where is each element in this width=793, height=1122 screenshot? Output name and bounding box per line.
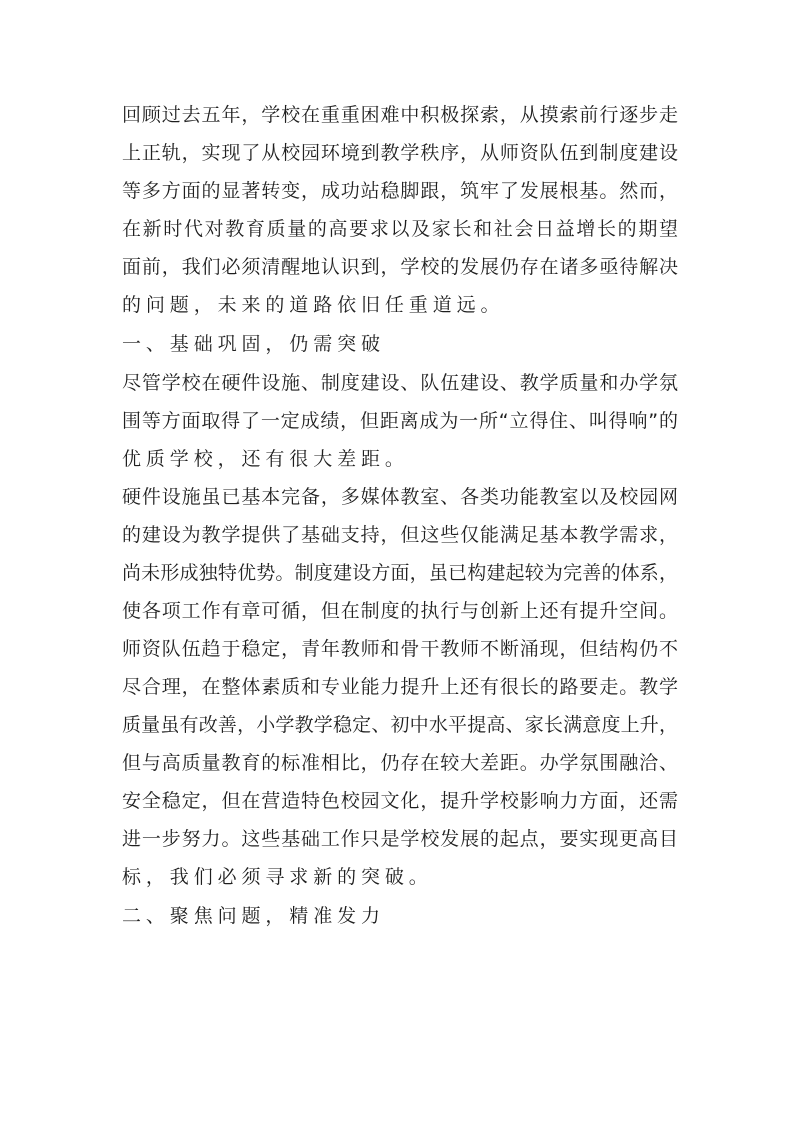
text-line: 安全稳定，但在营造特色校园文化，提升学校影响力方面，还需 xyxy=(122,790,678,812)
text-line: 在新时代对教育质量的高要求以及家长和社会日益增长的期望 xyxy=(122,218,678,240)
text-line: 优质学校，还有很大差距。 xyxy=(122,448,409,470)
section-heading-2: 二、聚焦问题，精准发力 xyxy=(122,905,385,927)
text-line: 质量虽有改善，小学教学稳定、初中水平提高、家长满意度上升， xyxy=(122,714,678,736)
text-line: 使各项工作有章可循，但在制度的执行与创新上还有提升空间。 xyxy=(122,600,678,622)
text-line: 回顾过去五年，学校在重重困难中积极探索，从摸索前行逐步走 xyxy=(122,104,678,126)
intro-paragraph xyxy=(122,96,678,324)
text-line: 标，我们必须寻求新的突破。 xyxy=(122,866,433,888)
section-heading-1: 一、基础巩固，仍需突破 xyxy=(122,333,385,355)
section-1-paragraph-1 xyxy=(122,364,678,478)
text-line: 师资队伍趋于稳定，青年教师和骨干教师不断涌现，但结构仍不 xyxy=(122,638,678,660)
text-line: 硬件设施虽已基本完备，多媒体教室、各类功能教室以及校园网 xyxy=(122,486,678,508)
text-line: 的建设为教学提供了基础支持，但这些仅能满足基本教学需求， xyxy=(122,524,678,546)
text-line: 围等方面取得了一定成绩，但距离成为一所“立得住、叫得响”的 xyxy=(122,410,678,432)
text-line: 尚未形成独特优势。制度建设方面，虽已构建起较为完善的体系， xyxy=(122,562,678,584)
text-line: 上正轨，实现了从校园环境到教学秩序，从师资队伍到制度建设 xyxy=(122,142,678,164)
text-line: 尽合理，在整体素质和专业能力提升上还有很长的路要走。教学 xyxy=(122,676,678,698)
text-line: 的问题，未来的道路依旧任重道远。 xyxy=(122,294,505,316)
text-line: 但与高质量教育的标准相比，仍存在较大差距。办学氛围融洽、 xyxy=(122,752,678,774)
document-body xyxy=(122,96,678,936)
text-line: 尽管学校在硬件设施、制度建设、队伍建设、教学质量和办学氛 xyxy=(122,372,678,394)
text-line: 面前，我们必须清醒地认识到，学校的发展仍存在诸多亟待解决 xyxy=(122,256,678,278)
text-line: 等多方面的显著转变，成功站稳脚跟，筑牢了发展根基。然而， xyxy=(122,180,678,202)
section-1-paragraph-2 xyxy=(122,478,678,896)
text-line: 进一步努力。这些基础工作只是学校发展的起点，要实现更高目 xyxy=(122,828,678,850)
